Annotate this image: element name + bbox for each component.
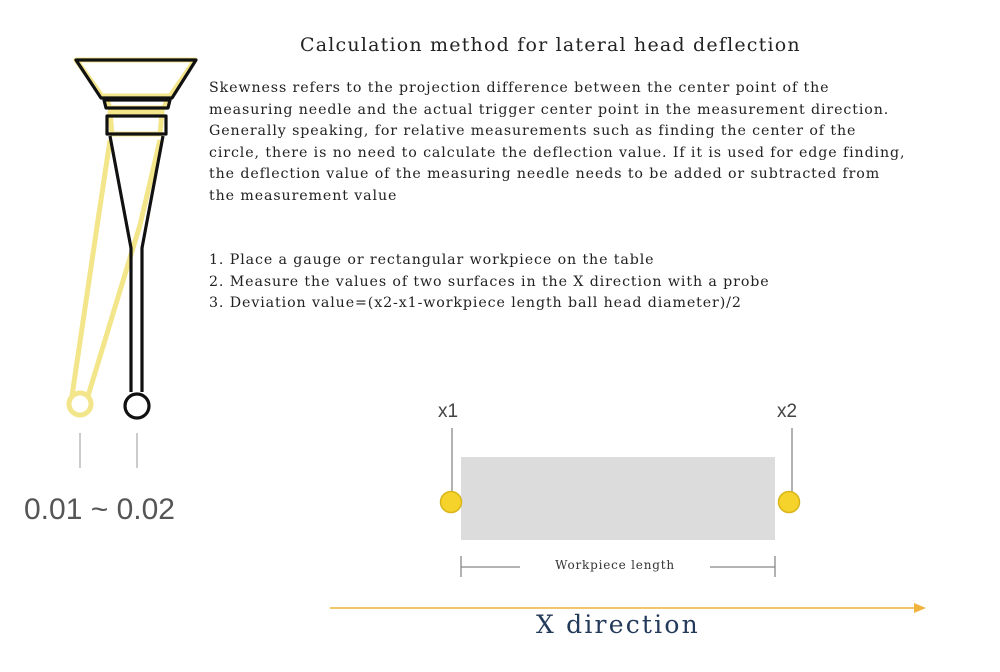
tolerance-label: 0.01 ~ 0.02 <box>24 493 175 526</box>
step-item: 2. Measure the values of two surfaces in the X direction with a probe <box>209 273 770 290</box>
x2-probe-ball <box>779 492 800 513</box>
step-item: 1. Place a gauge or rectangular workpiece on the table <box>209 252 655 268</box>
x-direction-label: X direction <box>536 610 700 639</box>
x1-probe-ball <box>441 492 462 513</box>
description-line: circle, there is no need to calculate the deflection value. If it is used for edge finding, <box>209 144 906 161</box>
description-line: measuring needle and the actual trigger center point in the measurement direction. <box>209 101 890 118</box>
description-line: Skewness refers to the projection difference between the center point of the <box>209 80 830 96</box>
step-item: 3. Deviation value=(x2-x1-workpiece length ball head diameter)/2 <box>209 295 742 312</box>
x1-label: x1 <box>438 401 459 422</box>
description-line: the deflection value of the measuring needle needs to be added or subtracted from <box>209 166 881 183</box>
x-direction-arrowhead <box>914 603 926 613</box>
description-line: Generally speaking, for relative measurements such as finding the center of the <box>209 123 857 140</box>
workpiece-block <box>461 457 775 540</box>
workpiece-length-label: Workpiece length <box>520 558 710 572</box>
description-line: the measurement value <box>209 187 398 204</box>
x2-label: x2 <box>777 401 798 422</box>
diagram-title: Calculation method for lateral head deflection <box>300 34 801 56</box>
